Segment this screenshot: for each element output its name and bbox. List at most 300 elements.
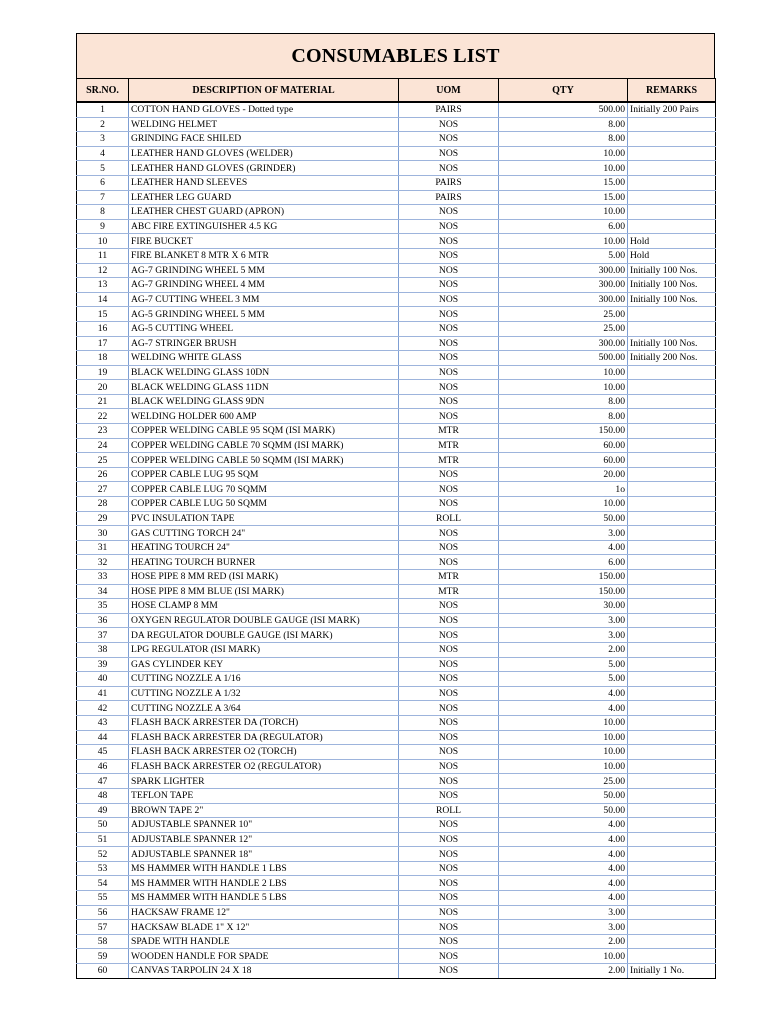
uom-cell: MTR [399,570,499,585]
remarks-cell [628,380,716,395]
uom-cell: ROLL [399,803,499,818]
uom-cell: NOS [399,146,499,161]
sr-no-cell: 20 [77,380,129,395]
uom-cell: NOS [399,205,499,220]
remarks-cell: Initially 100 Nos. [628,278,716,293]
remarks-cell [628,161,716,176]
remarks-cell [628,453,716,468]
qty-cell: 25.00 [499,774,628,789]
remarks-cell [628,861,716,876]
table-row [77,934,716,949]
uom-cell: NOS [399,263,499,278]
sr-no-cell: 29 [77,511,129,526]
description-cell: WELDING HOLDER 600 AMP [129,409,399,424]
uom-cell: NOS [399,920,499,935]
sr-no-cell: 26 [77,467,129,482]
remarks-cell [628,730,716,745]
qty-cell: 60.00 [499,453,628,468]
qty-cell: 4.00 [499,832,628,847]
sr-no-cell: 45 [77,745,129,760]
uom-cell: NOS [399,672,499,687]
qty-cell: 10.00 [499,715,628,730]
remarks-cell [628,657,716,672]
description-cell: FLASH BACK ARRESTER O2 (REGULATOR) [129,759,399,774]
remarks-cell [628,847,716,862]
remarks-cell [628,876,716,891]
uom-cell: NOS [399,788,499,803]
table-row [77,701,716,716]
qty-cell: 4.00 [499,540,628,555]
qty-cell: 2.00 [499,934,628,949]
uom-cell: NOS [399,657,499,672]
description-cell: FLASH BACK ARRESTER DA (REGULATOR) [129,730,399,745]
sr-no-cell: 53 [77,861,129,876]
table-row [77,818,716,833]
uom-cell: NOS [399,847,499,862]
qty-cell: 4.00 [499,847,628,862]
qty-cell: 15.00 [499,175,628,190]
uom-cell: NOS [399,876,499,891]
remarks-cell [628,219,716,234]
table-row [77,146,716,161]
uom-cell: NOS [399,394,499,409]
sr-no-cell: 42 [77,701,129,716]
description-cell: COPPER WELDING CABLE 50 SQMM (ISI MARK) [129,453,399,468]
sr-no-cell: 56 [77,905,129,920]
table-row [77,380,716,395]
remarks-cell [628,365,716,380]
description-cell: HOSE PIPE 8 MM BLUE (ISI MARK) [129,584,399,599]
description-cell: LEATHER HAND GLOVES (GRINDER) [129,161,399,176]
uom-cell: MTR [399,438,499,453]
remarks-cell: Hold [628,234,716,249]
remarks-cell [628,701,716,716]
sr-no-cell: 33 [77,570,129,585]
remarks-cell [628,190,716,205]
remarks-cell [628,438,716,453]
remarks-cell [628,759,716,774]
table-row [77,482,716,497]
remarks-cell [628,540,716,555]
qty-cell: 3.00 [499,613,628,628]
uom-cell: NOS [399,540,499,555]
description-cell: BLACK WELDING GLASS 11DN [129,380,399,395]
sr-no-cell: 58 [77,934,129,949]
remarks-cell [628,599,716,614]
sr-no-cell: 14 [77,292,129,307]
description-cell: COPPER WELDING CABLE 70 SQMM (ISI MARK) [129,438,399,453]
description-cell: HACKSAW FRAME 12" [129,905,399,920]
description-cell: GRINDING FACE SHILED [129,132,399,147]
sr-no-cell: 16 [77,321,129,336]
qty-cell: 60.00 [499,438,628,453]
consumables-sheet [76,33,715,979]
qty-cell: 50.00 [499,788,628,803]
uom-cell: NOS [399,745,499,760]
sr-no-cell: 11 [77,248,129,263]
header-qty: QTY [499,79,628,103]
consumables-table [76,78,716,979]
qty-cell: 300.00 [499,278,628,293]
sr-no-cell: 60 [77,964,129,979]
table-row [77,190,716,205]
qty-cell: 3.00 [499,905,628,920]
remarks-cell [628,307,716,322]
qty-cell: 8.00 [499,117,628,132]
table-row [77,336,716,351]
uom-cell: NOS [399,555,499,570]
sr-no-cell: 55 [77,891,129,906]
table-row [77,832,716,847]
uom-cell: NOS [399,482,499,497]
remarks-cell [628,613,716,628]
remarks-cell [628,205,716,220]
sr-no-cell: 46 [77,759,129,774]
uom-cell: NOS [399,730,499,745]
sr-no-cell: 38 [77,642,129,657]
description-cell: SPADE WITH HANDLE [129,934,399,949]
description-cell: BROWN TAPE 2" [129,803,399,818]
description-cell: PVC INSULATION TAPE [129,511,399,526]
description-cell: ABC FIRE EXTINGUISHER 4.5 KG [129,219,399,234]
header-remarks: REMARKS [628,79,716,103]
table-row [77,715,716,730]
remarks-cell [628,832,716,847]
table-row [77,540,716,555]
description-cell: ADJUSTABLE SPANNER 18" [129,847,399,862]
remarks-cell [628,117,716,132]
qty-cell: 30.00 [499,599,628,614]
uom-cell: NOS [399,117,499,132]
remarks-cell [628,672,716,687]
qty-cell: 4.00 [499,861,628,876]
remarks-cell [628,570,716,585]
uom-cell: NOS [399,351,499,366]
uom-cell: NOS [399,380,499,395]
table-row [77,847,716,862]
uom-cell: NOS [399,599,499,614]
sr-no-cell: 39 [77,657,129,672]
description-cell: MS HAMMER WITH HANDLE 5 LBS [129,891,399,906]
remarks-cell [628,482,716,497]
remarks-cell [628,584,716,599]
description-cell: CUTTING NOZZLE A 1/16 [129,672,399,687]
table-row [77,730,716,745]
table-row [77,234,716,249]
description-cell: COPPER CABLE LUG 95 SQM [129,467,399,482]
table-row [77,307,716,322]
sr-no-cell: 43 [77,715,129,730]
remarks-cell [628,321,716,336]
sr-no-cell: 49 [77,803,129,818]
qty-cell: 20.00 [499,467,628,482]
sr-no-cell: 47 [77,774,129,789]
header-description: DESCRIPTION OF MATERIAL [129,79,399,103]
qty-cell: 10.00 [499,745,628,760]
description-cell: GAS CUTTING TORCH 24" [129,526,399,541]
uom-cell: NOS [399,132,499,147]
remarks-cell [628,628,716,643]
header-uom: UOM [399,79,499,103]
table-row [77,394,716,409]
sr-no-cell: 51 [77,832,129,847]
uom-cell: NOS [399,628,499,643]
remarks-cell [628,555,716,570]
uom-cell: NOS [399,278,499,293]
qty-cell: 4.00 [499,891,628,906]
qty-cell: 10.00 [499,497,628,512]
remarks-cell: Hold [628,248,716,263]
description-cell: BLACK WELDING GLASS 9DN [129,394,399,409]
sr-no-cell: 15 [77,307,129,322]
table-row [77,686,716,701]
qty-cell: 8.00 [499,394,628,409]
qty-cell: 10.00 [499,365,628,380]
description-cell: WELDING HELMET [129,117,399,132]
remarks-cell [628,949,716,964]
remarks-cell [628,526,716,541]
table-row [77,511,716,526]
uom-cell: NOS [399,861,499,876]
table-row [77,453,716,468]
table-row [77,263,716,278]
remarks-cell [628,467,716,482]
table-row [77,161,716,176]
table-row [77,803,716,818]
description-cell: SPARK LIGHTER [129,774,399,789]
description-cell: AG-7 GRINDING WHEEL 4 MM [129,278,399,293]
description-cell: WOODEN HANDLE FOR SPADE [129,949,399,964]
remarks-cell [628,146,716,161]
qty-cell: 4.00 [499,818,628,833]
remarks-cell [628,818,716,833]
qty-cell: 2.00 [499,642,628,657]
sr-no-cell: 2 [77,117,129,132]
remarks-cell [628,803,716,818]
description-cell: COPPER CABLE LUG 70 SQMM [129,482,399,497]
table-row [77,570,716,585]
table-row [77,642,716,657]
uom-cell: NOS [399,934,499,949]
table-row [77,774,716,789]
qty-cell: 3.00 [499,628,628,643]
sr-no-cell: 50 [77,818,129,833]
table-row [77,584,716,599]
sr-no-cell: 57 [77,920,129,935]
remarks-cell [628,715,716,730]
remarks-cell [628,394,716,409]
description-cell: ADJUSTABLE SPANNER 10" [129,818,399,833]
sr-no-cell: 30 [77,526,129,541]
table-row [77,424,716,439]
description-cell: MS HAMMER WITH HANDLE 1 LBS [129,861,399,876]
sr-no-cell: 10 [77,234,129,249]
sr-no-cell: 9 [77,219,129,234]
remarks-cell: Initially 100 Nos. [628,336,716,351]
uom-cell: NOS [399,365,499,380]
qty-cell: 10.00 [499,205,628,220]
description-cell: AG-7 CUTTING WHEEL 3 MM [129,292,399,307]
qty-cell: 500.00 [499,351,628,366]
uom-cell: NOS [399,292,499,307]
description-cell: FLASH BACK ARRESTER O2 (TORCH) [129,745,399,760]
description-cell: CUTTING NOZZLE A 3/64 [129,701,399,716]
qty-cell: 4.00 [499,701,628,716]
page-title: CONSUMABLES LIST [291,44,500,67]
uom-cell: NOS [399,613,499,628]
table-row [77,657,716,672]
qty-cell: 5.00 [499,657,628,672]
qty-cell: 10.00 [499,380,628,395]
uom-cell: NOS [399,949,499,964]
remarks-cell: Initially 100 Nos. [628,263,716,278]
sr-no-cell: 36 [77,613,129,628]
description-cell: FIRE BLANKET 8 MTR X 6 MTR [129,248,399,263]
qty-cell: 25.00 [499,307,628,322]
qty-cell: 300.00 [499,292,628,307]
description-cell: FLASH BACK ARRESTER DA (TORCH) [129,715,399,730]
table-row [77,788,716,803]
table-row [77,861,716,876]
qty-cell: 2.00 [499,964,628,979]
qty-cell: 3.00 [499,526,628,541]
table-row [77,102,716,117]
remarks-cell [628,686,716,701]
uom-cell: PAIRS [399,102,499,117]
sr-no-cell: 13 [77,278,129,293]
remarks-cell [628,920,716,935]
sr-no-cell: 22 [77,409,129,424]
description-cell: COTTON HAND GLOVES - Dotted type [129,102,399,117]
description-cell: LPG REGULATOR (ISI MARK) [129,642,399,657]
qty-cell: 50.00 [499,803,628,818]
table-row [77,467,716,482]
remarks-cell: Initially 100 Nos. [628,292,716,307]
uom-cell: NOS [399,818,499,833]
sr-no-cell: 37 [77,628,129,643]
table-row [77,759,716,774]
qty-cell: 6.00 [499,219,628,234]
uom-cell: NOS [399,234,499,249]
table-row [77,964,716,979]
qty-cell: 3.00 [499,920,628,935]
table-row [77,672,716,687]
sr-no-cell: 12 [77,263,129,278]
qty-cell: 300.00 [499,263,628,278]
description-cell: MS HAMMER WITH HANDLE 2 LBS [129,876,399,891]
table-row [77,613,716,628]
uom-cell: NOS [399,526,499,541]
description-cell: AG-5 CUTTING WHEEL [129,321,399,336]
uom-cell: NOS [399,336,499,351]
description-cell: DA REGULATOR DOUBLE GAUGE (ISI MARK) [129,628,399,643]
table-row [77,205,716,220]
uom-cell: NOS [399,321,499,336]
table-row [77,219,716,234]
sr-no-cell: 21 [77,394,129,409]
remarks-cell [628,132,716,147]
remarks-cell [628,774,716,789]
uom-cell: NOS [399,964,499,979]
table-row [77,292,716,307]
description-cell: COPPER WELDING CABLE 95 SQM (ISI MARK) [129,424,399,439]
table-body [77,102,716,978]
qty-cell: 10.00 [499,759,628,774]
table-row [77,497,716,512]
table-row [77,526,716,541]
title-banner [76,33,715,78]
remarks-cell [628,905,716,920]
table-row [77,891,716,906]
qty-cell: 50.00 [499,511,628,526]
remarks-cell [628,788,716,803]
sr-no-cell: 19 [77,365,129,380]
table-row [77,321,716,336]
table-row [77,745,716,760]
uom-cell: NOS [399,701,499,716]
table-row [77,248,716,263]
table-row [77,949,716,964]
remarks-cell [628,497,716,512]
description-cell: CUTTING NOZZLE A 1/32 [129,686,399,701]
uom-cell: NOS [399,409,499,424]
description-cell: LEATHER HAND SLEEVES [129,175,399,190]
table-row [77,409,716,424]
uom-cell: NOS [399,832,499,847]
qty-cell: 4.00 [499,686,628,701]
uom-cell: NOS [399,774,499,789]
uom-cell: ROLL [399,511,499,526]
sr-no-cell: 4 [77,146,129,161]
remarks-cell [628,175,716,190]
sr-no-cell: 52 [77,847,129,862]
qty-cell: 6.00 [499,555,628,570]
header-sr-no: SR.NO. [77,79,129,103]
remarks-cell: Initially 1 No. [628,964,716,979]
uom-cell: MTR [399,424,499,439]
sr-no-cell: 5 [77,161,129,176]
sr-no-cell: 27 [77,482,129,497]
qty-cell: 5.00 [499,672,628,687]
description-cell: FIRE BUCKET [129,234,399,249]
description-cell: GAS CYLINDER KEY [129,657,399,672]
description-cell: TEFLON TAPE [129,788,399,803]
table-row [77,438,716,453]
uom-cell: PAIRS [399,190,499,205]
description-cell: BLACK WELDING GLASS 10DN [129,365,399,380]
uom-cell: NOS [399,307,499,322]
uom-cell: NOS [399,891,499,906]
remarks-cell: Initially 200 Nos. [628,351,716,366]
uom-cell: NOS [399,248,499,263]
sr-no-cell: 3 [77,132,129,147]
description-cell: LEATHER CHEST GUARD (APRON) [129,205,399,220]
qty-cell: 10.00 [499,730,628,745]
description-cell: HEATING TOURCH BURNER [129,555,399,570]
sr-no-cell: 54 [77,876,129,891]
remarks-cell [628,745,716,760]
description-cell: AG-7 GRINDING WHEEL 5 MM [129,263,399,278]
sr-no-cell: 28 [77,497,129,512]
sr-no-cell: 25 [77,453,129,468]
description-cell: ADJUSTABLE SPANNER 12" [129,832,399,847]
table-row [77,555,716,570]
uom-cell: MTR [399,584,499,599]
uom-cell: NOS [399,161,499,176]
sr-no-cell: 44 [77,730,129,745]
qty-cell: 25.00 [499,321,628,336]
sr-no-cell: 17 [77,336,129,351]
